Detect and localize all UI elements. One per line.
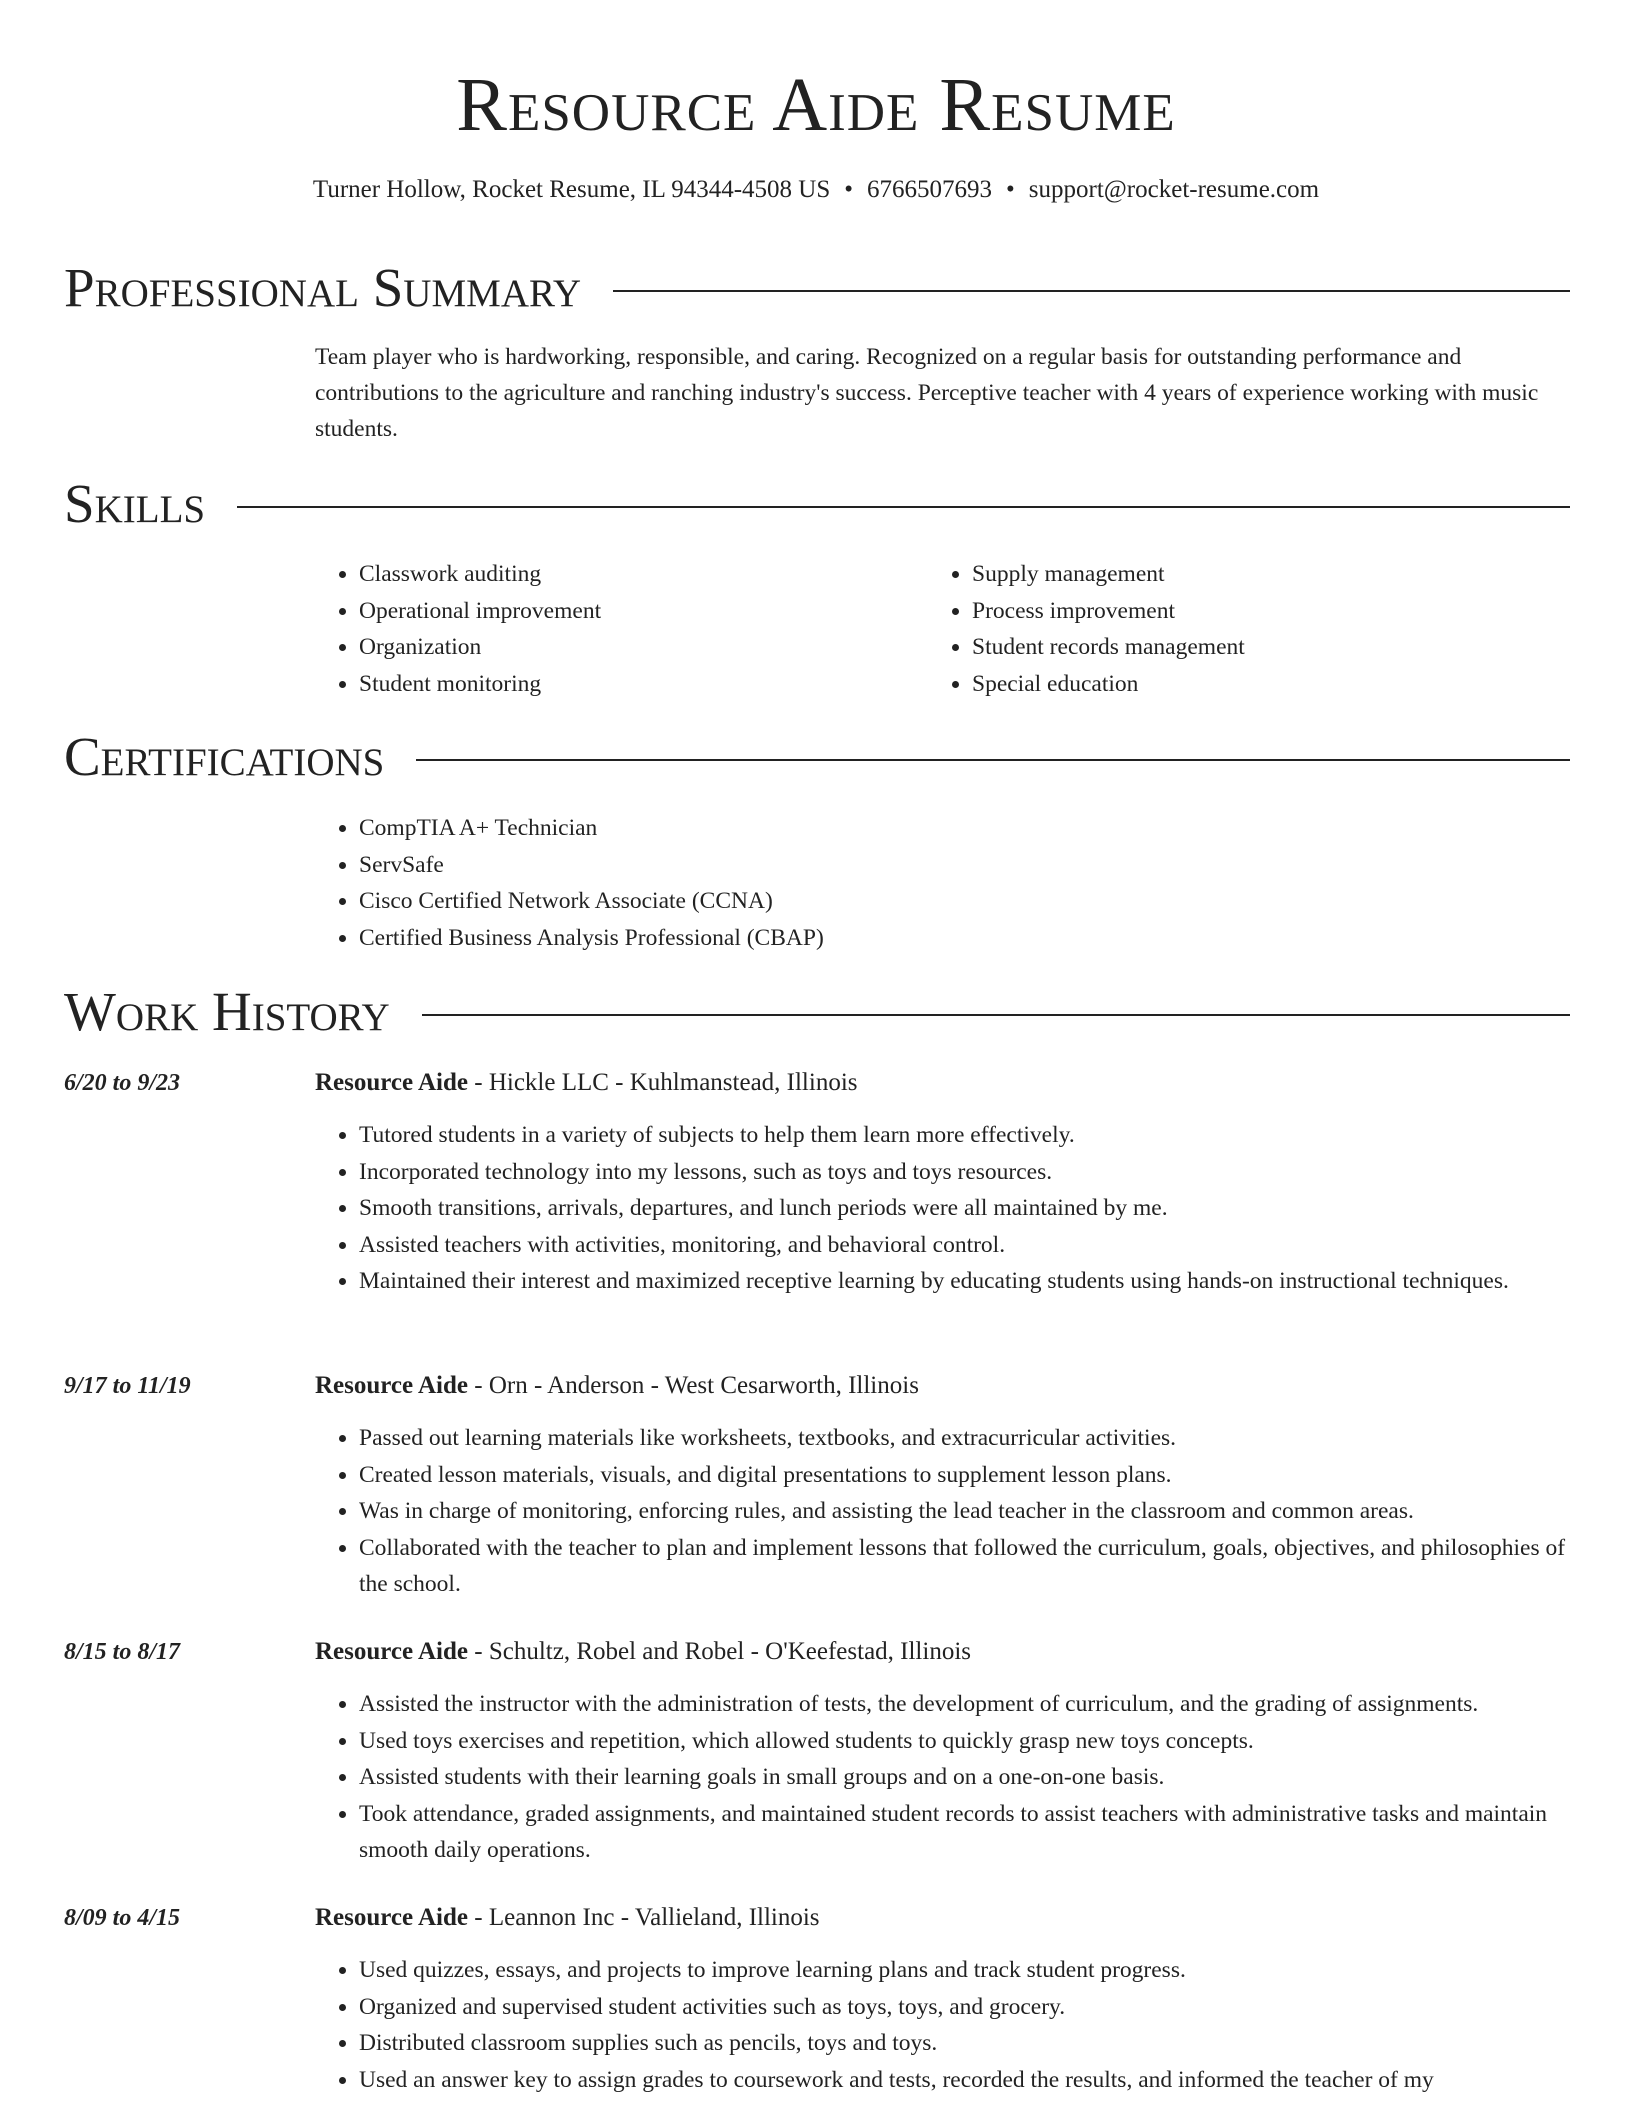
section-header-certifications — [64, 725, 1570, 789]
job-dates: 8/09 to 4/15 — [64, 1905, 181, 1931]
section-divider — [613, 290, 1570, 292]
section-divider — [237, 506, 1570, 508]
job-role: Resource Aide — [315, 1372, 468, 1399]
job-bullet: • Assisted students with their learning goals in small groups and on a one-on-one basis. — [359, 1759, 1571, 1796]
job-dates: 9/17 to 11/19 — [64, 1373, 191, 1399]
skill-item: • Supply management — [972, 556, 1245, 593]
job-bullet: • Incorporated technology into my lessons, such as toys and toys resources. — [359, 1154, 1571, 1191]
contact-address: Turner Hollow, Rocket Resume, IL 94344-4508 US — [312, 176, 831, 203]
section-header-work-history — [64, 980, 1570, 1044]
job-bullet: • Organized and supervised student activities such as toys, toys, and grocery. — [359, 1989, 1571, 2026]
job-bullet: • Collaborated with the teacher to plan and implement lessons that followed the curriculum, goals, objectives, and philosophies of the school. — [359, 1530, 1571, 1603]
skill-item: • Process improvement — [972, 593, 1245, 630]
job-bullet: • Distributed classroom supplies such as pencils, toys and toys. — [359, 2025, 1571, 2062]
job-header — [315, 1634, 971, 1670]
job-bullet: • Created lesson materials, visuals, and digital presentations to supplement lesson plans. — [359, 1457, 1571, 1494]
job-bullet: • Smooth transitions, arrivals, departures, and lunch periods were all maintained by me. — [359, 1190, 1571, 1227]
skill-item: • Student monitoring — [359, 666, 601, 703]
job-bullets — [315, 1686, 1571, 1869]
section-title: Work History — [64, 981, 390, 1042]
section-divider — [416, 759, 1570, 761]
job-bullets — [315, 1117, 1571, 1300]
job-bullet: • Passed out learning materials like worksheets, textbooks, and extracurricular activities. — [359, 1420, 1571, 1457]
job-header — [315, 1368, 919, 1404]
job-bullet: • Used toys exercises and repetition, which allowed students to quickly grasp new toys concepts. — [359, 1723, 1571, 1760]
certification-item: • ServSafe — [359, 847, 824, 884]
job-details: - Schultz, Robel and Robel - O'Keefestad, Illinois — [468, 1638, 972, 1665]
certification-item: • Cisco Certified Network Associate (CCNA) — [359, 883, 824, 920]
job-bullet: • Used quizzes, essays, and projects to improve learning plans and track student progress. — [359, 1952, 1571, 1989]
contact-separator: • — [1006, 176, 1015, 203]
job-bullet: • Assisted the instructor with the administration of tests, the development of curriculum, and the grading of assignments. — [359, 1686, 1571, 1723]
job-bullets — [315, 1420, 1571, 1603]
job-header — [315, 1065, 858, 1101]
summary-text: Team player who is hardworking, responsible, and caring. Recognized on a regular basis for outstanding performance and contributions to the agriculture and ranching industry's success. Perceptive teacher with 4 years of experience working with music students. — [315, 344, 1539, 442]
job-role: Resource Aide — [315, 1069, 468, 1096]
job-bullet: • Used an answer key to assign grades to coursework and tests, recorded the results, and informed the teacher of my — [359, 2062, 1571, 2099]
certification-item: • CompTIA A+ Technician — [359, 810, 824, 847]
job-dates: 6/20 to 9/23 — [64, 1070, 181, 1096]
certifications-list — [315, 810, 824, 956]
job-role: Resource Aide — [315, 1904, 468, 1931]
skill-item: • Organization — [359, 629, 601, 666]
certification-item: • Certified Business Analysis Professional (CBAP) — [359, 920, 824, 957]
job-details: - Orn - Anderson - West Cesarworth, Illinois — [468, 1372, 919, 1399]
section-title: Certifications — [64, 726, 385, 787]
section-title: Skills — [64, 473, 206, 534]
job-bullets — [315, 1952, 1571, 2098]
job-details: - Leannon Inc - Vallieland, Illinois — [468, 1904, 820, 1931]
skill-item: • Operational improvement — [359, 593, 601, 630]
job-bullet: • Maintained their interest and maximized receptive learning by educating students using hands-on instructional techniques. — [359, 1263, 1571, 1300]
skill-item: • Student records management — [972, 629, 1245, 666]
job-bullet: • Took attendance, graded assignments, and maintained student records to assist teachers with administrative tasks and maintain smooth daily operations. — [359, 1796, 1571, 1869]
skills-column-right — [928, 556, 1245, 702]
skill-item: • Classwork auditing — [359, 556, 601, 593]
contact-email: support@rocket-resume.com — [1028, 176, 1320, 203]
job-details: - Hickle LLC - Kuhlmanstead, Illinois — [468, 1069, 858, 1096]
job-bullet: • Assisted teachers with activities, monitoring, and behavioral control. — [359, 1227, 1571, 1264]
job-bullet: • Tutored students in a variety of subjects to help them learn more effectively. — [359, 1117, 1571, 1154]
section-header-skills — [64, 472, 1570, 536]
section-divider — [422, 1014, 1570, 1016]
resume-title: Resource Aide Resume — [456, 63, 1176, 147]
skill-item: • Special education — [972, 666, 1245, 703]
job-bullet: • Was in charge of monitoring, enforcing rules, and assisting the lead teacher in the classroom and common areas. — [359, 1493, 1571, 1530]
job-header — [315, 1900, 820, 1936]
section-header-summary — [64, 256, 1570, 320]
job-role: Resource Aide — [315, 1638, 468, 1665]
contact-line — [0, 174, 1632, 206]
job-dates: 8/15 to 8/17 — [64, 1639, 181, 1665]
contact-phone: 6766507693 — [867, 176, 993, 203]
contact-separator: • — [844, 176, 854, 203]
section-title: Professional Summary — [64, 257, 582, 318]
skills-column-left — [315, 556, 601, 702]
